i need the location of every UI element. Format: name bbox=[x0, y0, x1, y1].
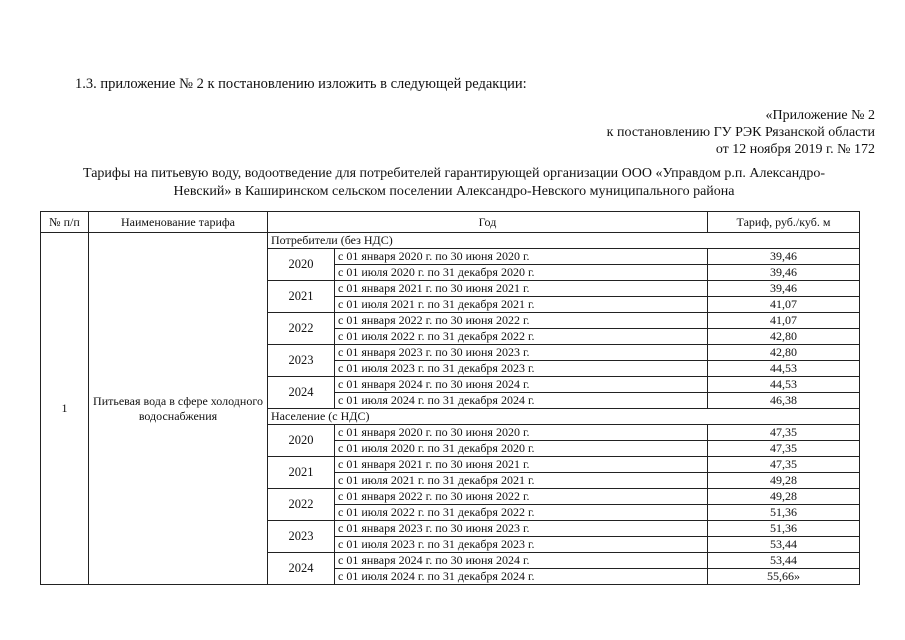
period-cell: с 01 января 2023 г. по 30 июня 2023 г. bbox=[335, 521, 708, 537]
title-line-2: Невский» в Каширинском сельском поселении Александро-Невского муниципального района bbox=[173, 184, 735, 199]
section-row bbox=[41, 233, 860, 249]
period-cell: с 01 января 2024 г. по 30 июня 2024 г. bbox=[335, 553, 708, 569]
tariff-value-cell: 53,44 bbox=[708, 553, 860, 569]
period-cell: с 01 января 2022 г. по 30 июня 2022 г. bbox=[335, 489, 708, 505]
title-line-1: Тарифы на питьевую воду, водоотведение для потребителей гарантирующей организации ООО «Управдом р.п. Александро- bbox=[83, 166, 825, 181]
year-cell: 2020 bbox=[268, 249, 335, 281]
year-cell: 2024 bbox=[268, 553, 335, 585]
period-cell: с 01 июля 2024 г. по 31 декабря 2024 г. bbox=[335, 393, 708, 409]
tariff-name: Питьевая вода в сфере холодного водоснабжения bbox=[89, 233, 268, 585]
appendix-line-3: от 12 ноября 2019 г. № 172 bbox=[715, 142, 875, 157]
document-title bbox=[40, 165, 868, 201]
period-cell: с 01 января 2020 г. по 30 июня 2020 г. bbox=[335, 425, 708, 441]
header-num: № п/п bbox=[41, 212, 89, 233]
year-cell: 2022 bbox=[268, 489, 335, 521]
tariff-value-cell: 47,35 bbox=[708, 425, 860, 441]
tariff-value-cell: 41,07 bbox=[708, 297, 860, 313]
tariff-value-cell: 42,80 bbox=[708, 345, 860, 361]
period-cell: с 01 июля 2020 г. по 31 декабря 2020 г. bbox=[335, 265, 708, 281]
section-label: Население (с НДС) bbox=[268, 409, 860, 425]
year-cell: 2021 bbox=[268, 281, 335, 313]
header-tariff: Тариф, руб./куб. м bbox=[708, 212, 860, 233]
period-cell: с 01 января 2024 г. по 30 июня 2024 г. bbox=[335, 377, 708, 393]
period-cell: с 01 июля 2023 г. по 31 декабря 2023 г. bbox=[335, 361, 708, 377]
tariff-value-cell: 39,46 bbox=[708, 249, 860, 265]
year-cell: 2022 bbox=[268, 313, 335, 345]
tariff-value-cell: 47,35 bbox=[708, 457, 860, 473]
tariff-value-cell: 49,28 bbox=[708, 489, 860, 505]
tariff-value-cell: 51,36 bbox=[708, 521, 860, 537]
tariff-value-cell: 44,53 bbox=[708, 377, 860, 393]
tariff-table bbox=[40, 211, 860, 585]
tariff-value-cell: 53,44 bbox=[708, 537, 860, 553]
tariff-value-cell: 49,28 bbox=[708, 473, 860, 489]
period-cell: с 01 июля 2022 г. по 31 декабря 2022 г. bbox=[335, 329, 708, 345]
table-body bbox=[41, 233, 860, 585]
period-cell: с 01 июля 2020 г. по 31 декабря 2020 г. bbox=[335, 441, 708, 457]
tariff-value-cell: 51,36 bbox=[708, 505, 860, 521]
table-header-row bbox=[41, 212, 860, 233]
tariff-value-cell: 55,66» bbox=[708, 569, 860, 585]
year-cell: 2023 bbox=[268, 521, 335, 553]
tariff-value-cell: 46,38 bbox=[708, 393, 860, 409]
period-cell: с 01 января 2020 г. по 30 июня 2020 г. bbox=[335, 249, 708, 265]
tariff-value-cell: 39,46 bbox=[708, 265, 860, 281]
tariff-value-cell: 39,46 bbox=[708, 281, 860, 297]
tariff-value-cell: 41,07 bbox=[708, 313, 860, 329]
period-cell: с 01 января 2022 г. по 30 июня 2022 г. bbox=[335, 313, 708, 329]
year-cell: 2021 bbox=[268, 457, 335, 489]
period-cell: с 01 января 2021 г. по 30 июня 2021 г. bbox=[335, 457, 708, 473]
tariff-value-cell: 42,80 bbox=[708, 329, 860, 345]
header-name: Наименование тарифа bbox=[89, 212, 268, 233]
year-cell: 2020 bbox=[268, 425, 335, 457]
period-cell: с 01 января 2023 г. по 30 июня 2023 г. bbox=[335, 345, 708, 361]
appendix-line-1: «Приложение № 2 bbox=[765, 108, 875, 123]
year-cell: 2023 bbox=[268, 345, 335, 377]
period-cell: с 01 июля 2021 г. по 31 декабря 2021 г. bbox=[335, 297, 708, 313]
tariff-value-cell: 47,35 bbox=[708, 441, 860, 457]
period-cell: с 01 июля 2021 г. по 31 декабря 2021 г. bbox=[335, 473, 708, 489]
section-label: Потребители (без НДС) bbox=[268, 233, 860, 249]
period-cell: с 01 июля 2022 г. по 31 декабря 2022 г. bbox=[335, 505, 708, 521]
appendix-line-2: к постановлению ГУ РЭК Рязанской области bbox=[606, 125, 875, 140]
header-year: Год bbox=[268, 212, 708, 233]
tariff-value-cell: 44,53 bbox=[708, 361, 860, 377]
year-cell: 2024 bbox=[268, 377, 335, 409]
row-number: 1 bbox=[41, 233, 89, 585]
period-cell: с 01 января 2021 г. по 30 июня 2021 г. bbox=[335, 281, 708, 297]
appendix-reference bbox=[607, 107, 875, 158]
amendment-intro: 1.3. приложение № 2 к постановлению изложить в следующей редакции: bbox=[75, 76, 527, 92]
period-cell: с 01 июля 2023 г. по 31 декабря 2023 г. bbox=[335, 537, 708, 553]
period-cell: с 01 июля 2024 г. по 31 декабря 2024 г. bbox=[335, 569, 708, 585]
